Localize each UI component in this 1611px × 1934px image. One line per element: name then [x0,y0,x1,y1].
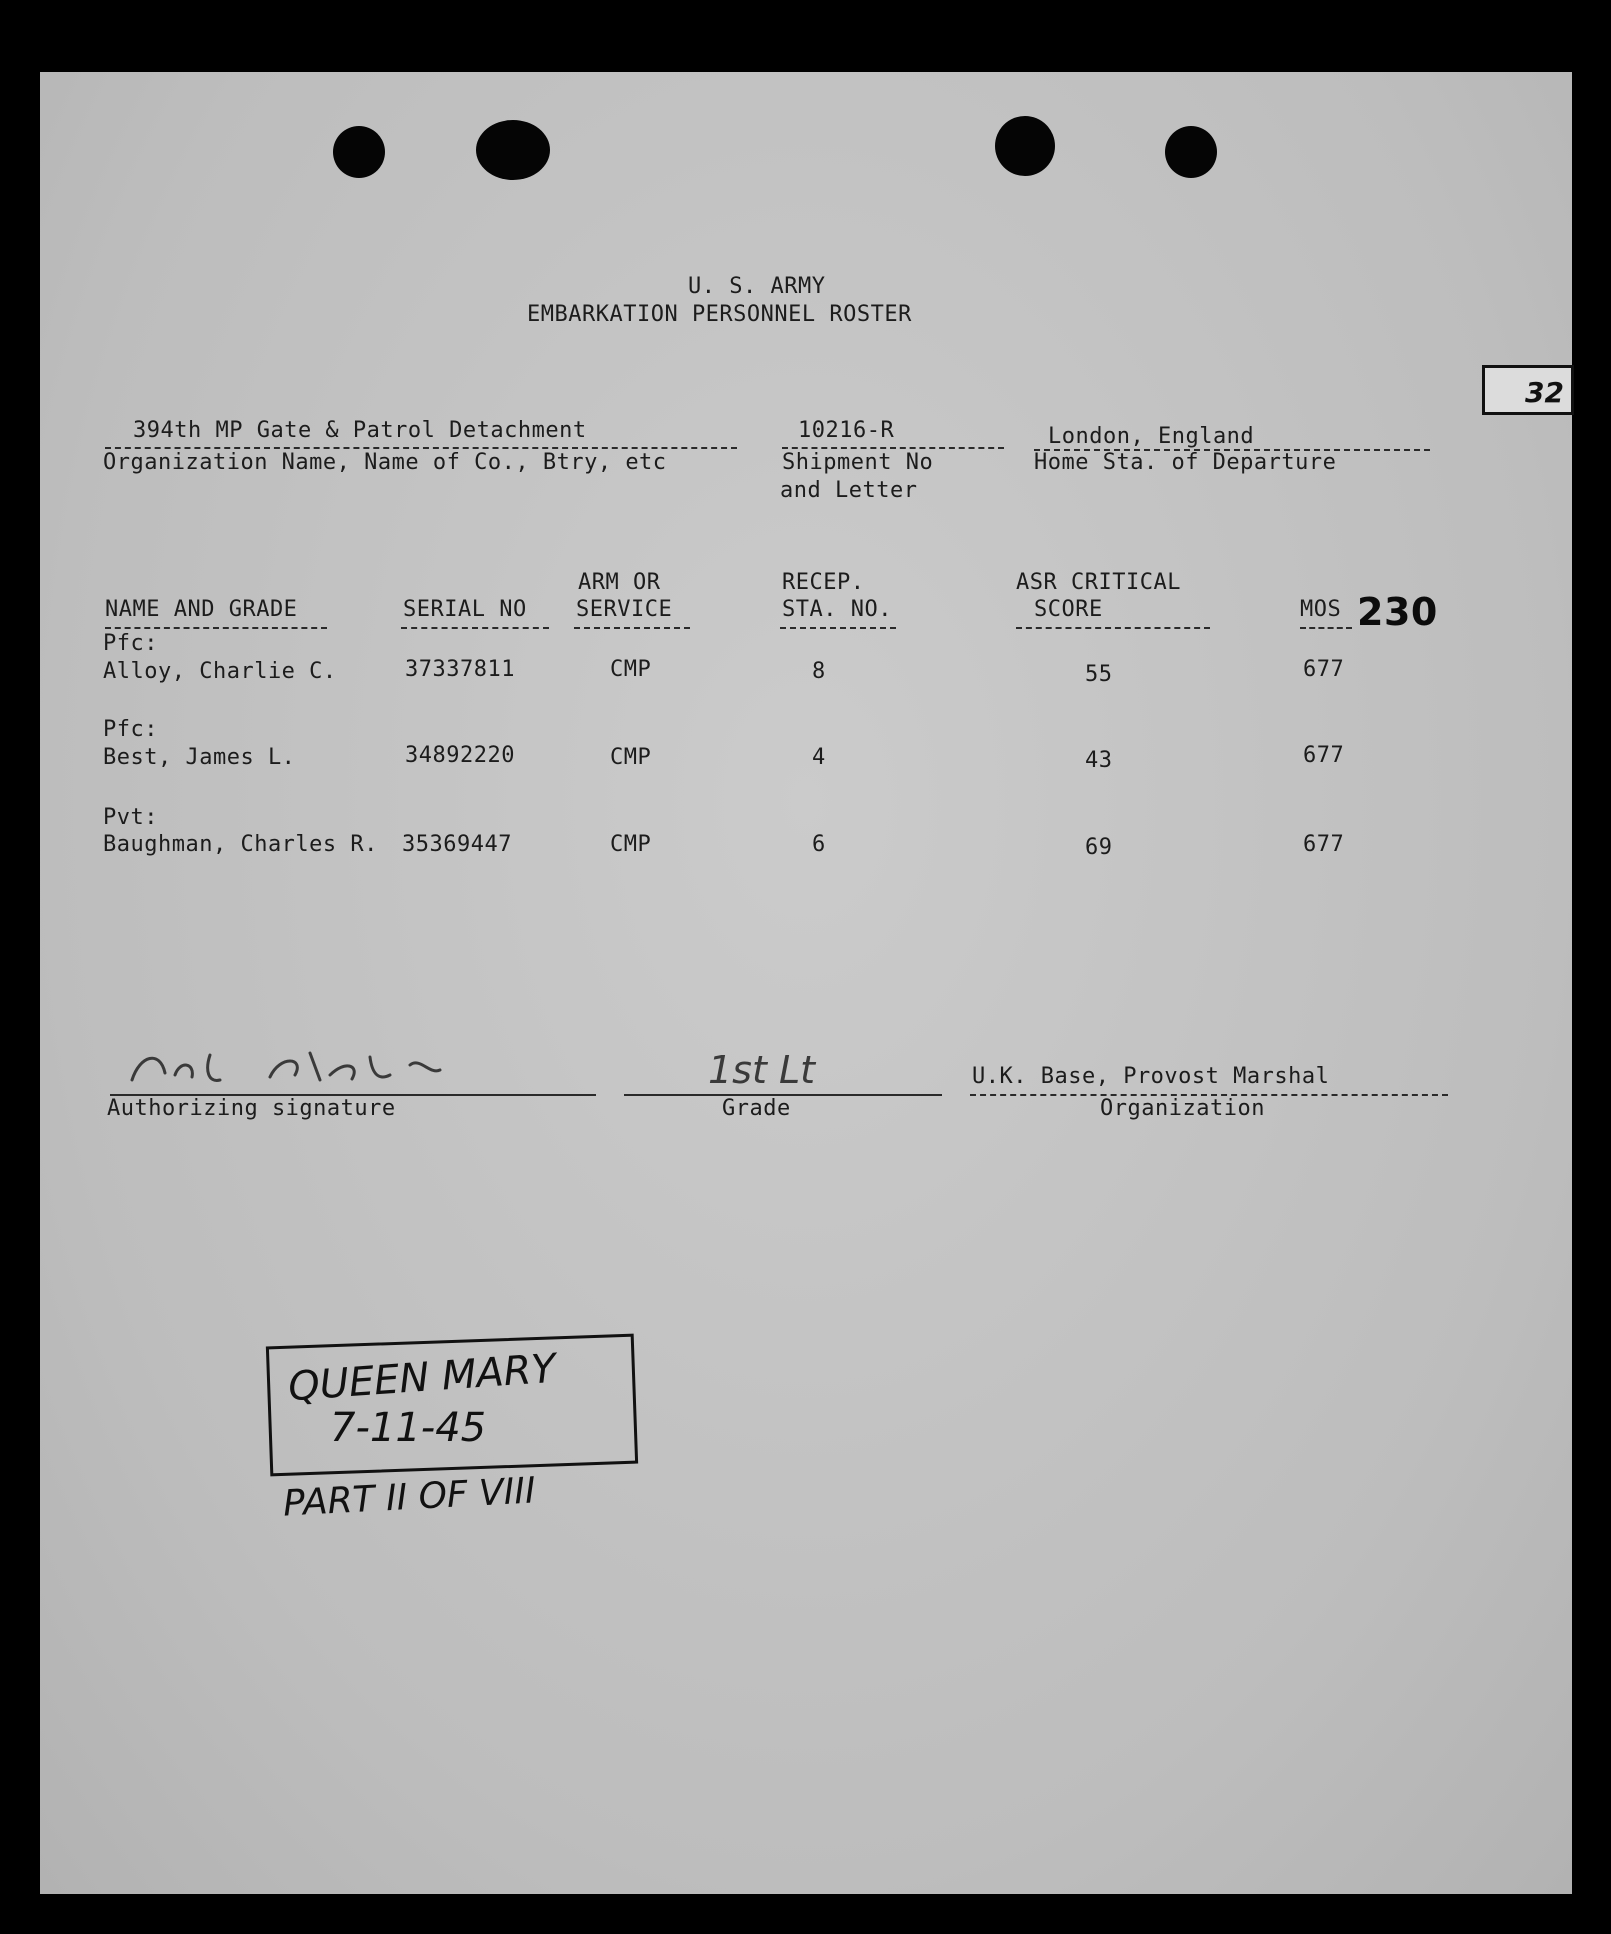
grade-value: 1st Lt [708,1048,816,1092]
punch-hole [995,116,1055,176]
row-serial: 35369447 [402,832,512,857]
annotation-line3: PART II OF VIII [282,1470,537,1525]
page-number-tab: 32 [1482,365,1574,415]
col-arm-header-2: SERVICE [576,597,673,622]
col-name-rule [105,627,327,629]
row-mos: 677 [1303,743,1345,768]
row-grade: Pvt: [103,805,158,830]
header-line2: EMBARKATION PERSONNEL ROSTER [527,302,912,327]
org-footer-value: U.K. Base, Provost Marshal [972,1064,1330,1089]
row-arm: CMP [610,745,652,770]
punch-hole [333,126,385,178]
station-label: Home Sta. of Departure [1034,450,1337,475]
row-arm: CMP [610,657,652,682]
roster-page [40,72,1572,1894]
col-mos-header: MOS [1300,597,1342,622]
org-name-value: 394th MP Gate & Patrol Detachment [133,418,587,443]
shipment-label-1: Shipment No [782,450,934,475]
row-score: 43 [1085,748,1113,773]
col-serial-header: SERIAL NO [403,597,527,622]
col-recep-rule [780,627,896,629]
col-recep-header-2: STA. NO. [782,597,892,622]
row-score: 55 [1085,662,1113,687]
row-recep: 4 [812,745,826,770]
punch-hole [476,120,550,180]
org-footer-label: Organization [1100,1096,1265,1121]
row-name: Alloy, Charlie C. [103,659,337,684]
row-score: 69 [1085,835,1113,860]
row-mos: 677 [1303,832,1345,857]
mos-stamp: 230 [1357,590,1438,634]
row-recep: 8 [812,659,826,684]
signature-scribble [120,1035,500,1095]
shipment-rule [782,447,1004,449]
row-serial: 37337811 [405,657,515,682]
col-arm-header-1: ARM OR [578,570,661,595]
shipment-value: 10216-R [798,418,895,443]
org-name-rule [105,447,737,449]
row-grade: Pfc: [103,717,158,742]
signature-label: Authorizing signature [107,1096,396,1121]
row-arm: CMP [610,832,652,857]
col-name-header: NAME AND GRADE [105,597,298,622]
header-line1: U. S. ARMY [688,274,826,299]
row-mos: 677 [1303,657,1345,682]
col-asr-rule [1016,627,1210,629]
row-recep: 6 [812,832,826,857]
station-value: London, England [1048,424,1255,449]
col-serial-rule [401,627,549,629]
col-mos-rule [1300,627,1352,629]
col-arm-rule [574,627,690,629]
org-name-label: Organization Name, Name of Co., Btry, etc [103,450,667,475]
annotation-line2: 7-11-45 [330,1405,487,1451]
annotation-line1: QUEEN MARY [286,1345,558,1411]
row-grade: Pfc: [103,631,158,656]
grade-label: Grade [722,1096,791,1121]
col-recep-header-1: RECEP. [782,570,865,595]
row-name: Best, James L. [103,745,296,770]
shipment-label-2: and Letter [780,478,918,503]
row-serial: 34892220 [405,743,515,768]
col-asr-header-2: SCORE [1034,597,1103,622]
row-name: Baughman, Charles R. [103,832,378,857]
punch-hole [1165,126,1217,178]
col-asr-header-1: ASR CRITICAL [1016,570,1181,595]
